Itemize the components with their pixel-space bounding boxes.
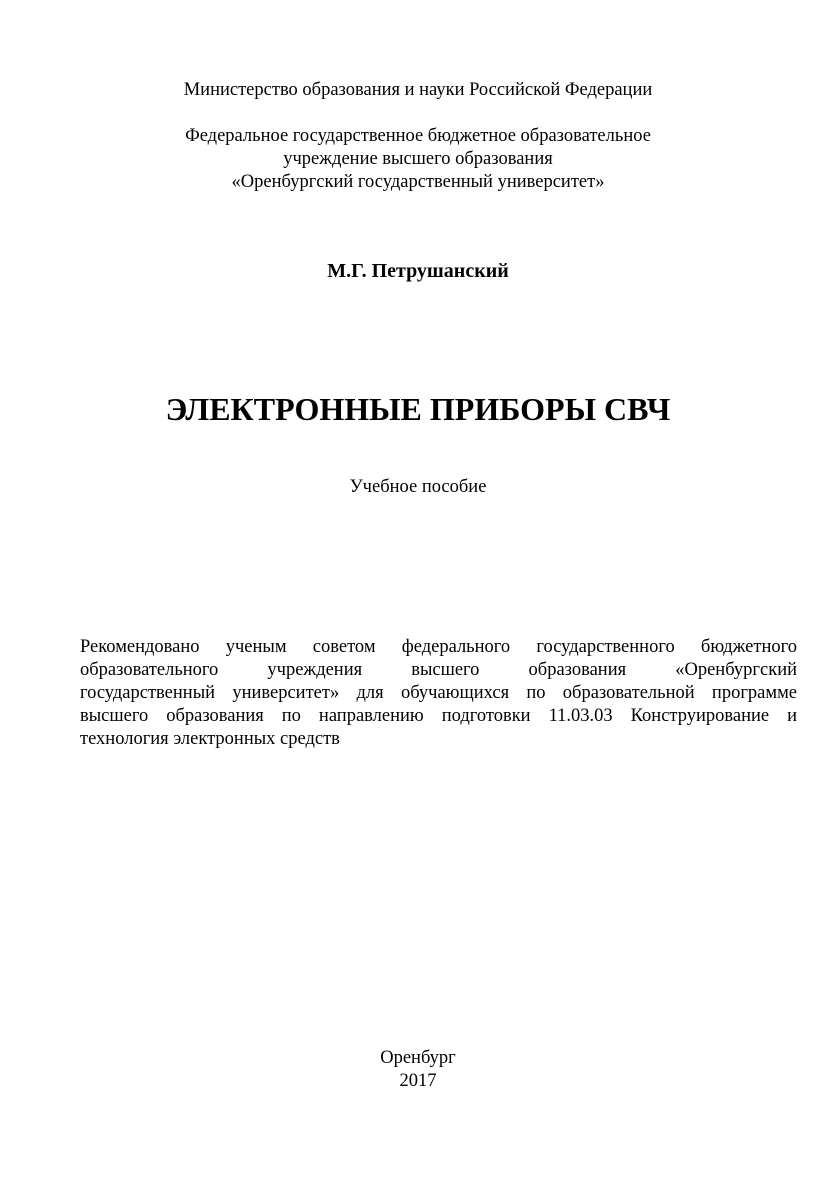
imprint-city: Оренбург (380, 1048, 456, 1068)
imprint-year: 2017 (399, 1071, 437, 1091)
recommendation-line: государственный университет» для обучающихся по образовательной программе (80, 683, 797, 703)
ministry-heading: Министерство образования и науки Российской Федерации (183, 80, 653, 100)
recommendation-paragraph (80, 636, 797, 751)
institution-name (0, 125, 836, 194)
imprint (0, 1047, 836, 1093)
document-subtitle: Учебное пособие (349, 477, 487, 497)
institution-line: «Оренбургский государственный университет» (231, 172, 605, 192)
author-name: М.Г. Петрушанский (327, 260, 509, 282)
recommendation-line: высшего образования по направлению подготовки 11.03.03 Конструирование и (80, 706, 797, 726)
recommendation-line: Рекомендовано ученым советом федерального государственного бюджетного (80, 637, 797, 657)
document-title: ЭЛЕКТРОННЫЕ ПРИБОРЫ СВЧ (165, 391, 671, 427)
recommendation-line: технология электронных средств (80, 729, 340, 749)
institution-line: учреждение высшего образования (283, 149, 553, 169)
recommendation-line: образовательного учреждения высшего образования «Оренбургский (80, 660, 797, 680)
institution-line: Федеральное государственное бюджетное образовательное (185, 126, 651, 146)
